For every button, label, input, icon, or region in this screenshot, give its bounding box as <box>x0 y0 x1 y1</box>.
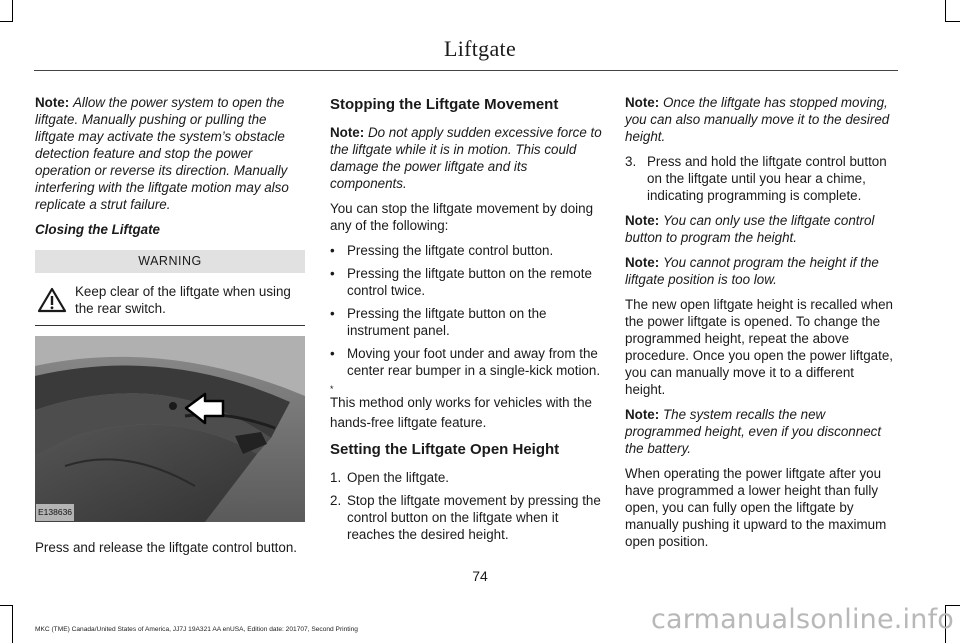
note-label: Note: <box>625 95 660 110</box>
warning-box <box>35 283 305 326</box>
watermark: carmanualsonline.info <box>651 604 954 635</box>
header-divider <box>34 70 898 71</box>
warning-title: WARNING <box>35 250 305 273</box>
body-paragraph: The new open liftgate height is recalled when the power liftgate is opened. To change the programmed height, repeat the above procedure. Once you open the power liftgate, you can manually move it to a different height. <box>625 297 893 397</box>
list-item: 3. Press and hold the liftgate control button on the liftgate until you hear a chime, indicating programming is complete. <box>625 154 887 203</box>
note-text: Do not apply sudden excessive force to the liftgate while it is in motion. This could damage the power liftgate and its components. <box>330 125 602 191</box>
section-heading-setting: Setting the Liftgate Open Height <box>330 441 560 458</box>
liftgate-illustration <box>35 336 305 522</box>
list-item: 2. Stop the liftgate movement by pressing the control button on the liftgate when it reaches the desired height. <box>330 493 601 542</box>
note-text: Once the liftgate has stopped moving, you can also manually move it to the desired height. <box>625 95 890 144</box>
note-label: Note: <box>330 125 365 140</box>
warning-text: Keep clear of the liftgate when using the rear switch. <box>75 284 291 316</box>
note-paragraph <box>625 212 897 246</box>
crop-mark <box>945 0 946 22</box>
liftgate-image <box>35 336 305 522</box>
list-item: • Moving your foot under and away from the center rear bumper in a single-kick motion. <box>330 346 601 378</box>
list-item: 1. Open the liftgate. <box>330 470 449 485</box>
warning-triangle-icon <box>37 287 67 313</box>
note-label: Note: <box>625 255 660 270</box>
note-label: Note: <box>625 213 660 228</box>
list-item: • Pressing the liftgate control button. <box>330 243 554 258</box>
steps-list <box>625 153 897 204</box>
note-paragraph <box>625 94 897 145</box>
crop-mark <box>12 605 13 643</box>
page-number: 74 <box>472 568 488 584</box>
note-paragraph <box>35 94 305 213</box>
column-left <box>35 94 305 564</box>
steps-list <box>330 469 602 543</box>
list-item: • Pressing the liftgate button on the instrument panel. <box>330 306 547 338</box>
note-label: Note: <box>625 407 660 422</box>
instruction-text: Press and release the liftgate control button. <box>35 540 298 555</box>
note-paragraph <box>330 124 602 192</box>
footer-edition-text: MKC (TME) Canada/United States of America, JJ7J 19A321 AA enUSA, Edition date: 201707, Second Printing <box>35 626 358 633</box>
section-subheading: Closing the Liftgate <box>35 222 160 237</box>
page-title: Liftgate <box>443 36 517 61</box>
section-heading-stopping: Stopping the Liftgate Movement <box>330 96 559 113</box>
crop-mark <box>0 605 13 606</box>
note-text: You can only use the liftgate control button to program the height. <box>625 213 875 245</box>
column-middle <box>330 94 602 551</box>
note-text: Allow the power system to open the liftgate. Manually pushing or pulling the liftgate may activate the system’s obstacle detection feature and stop the power operation or reverse its direction. Manually interfering with the liftgate motion may also replicate a strut failure. <box>35 95 289 212</box>
footnote-mark: * <box>330 384 334 394</box>
note-text: You cannot program the height if the liftgate position is too low. <box>625 255 879 287</box>
intro-text: You can stop the liftgate movement by doing any of the following: <box>330 201 594 233</box>
note-paragraph <box>625 406 897 457</box>
stop-methods-list <box>330 242 602 379</box>
column-right <box>625 94 897 558</box>
figure-code: E138636 <box>36 504 74 521</box>
note-label: Note: <box>35 95 70 110</box>
list-item: • Pressing the liftgate button on the remote control twice. <box>330 266 592 298</box>
crop-mark <box>0 21 13 22</box>
note-paragraph <box>625 254 897 288</box>
crop-mark <box>12 0 13 22</box>
footnote-text: This method only works for vehicles with the hands-free liftgate feature. <box>330 395 592 430</box>
crop-mark <box>945 21 960 22</box>
note-text: The system recalls the new programmed height, even if you disconnect the battery. <box>625 407 882 456</box>
body-paragraph: When operating the power liftgate after you have programmed a lower height than fully open, you can fully open the liftgate by manually pushing it upward to the maximum open position. <box>625 466 887 549</box>
